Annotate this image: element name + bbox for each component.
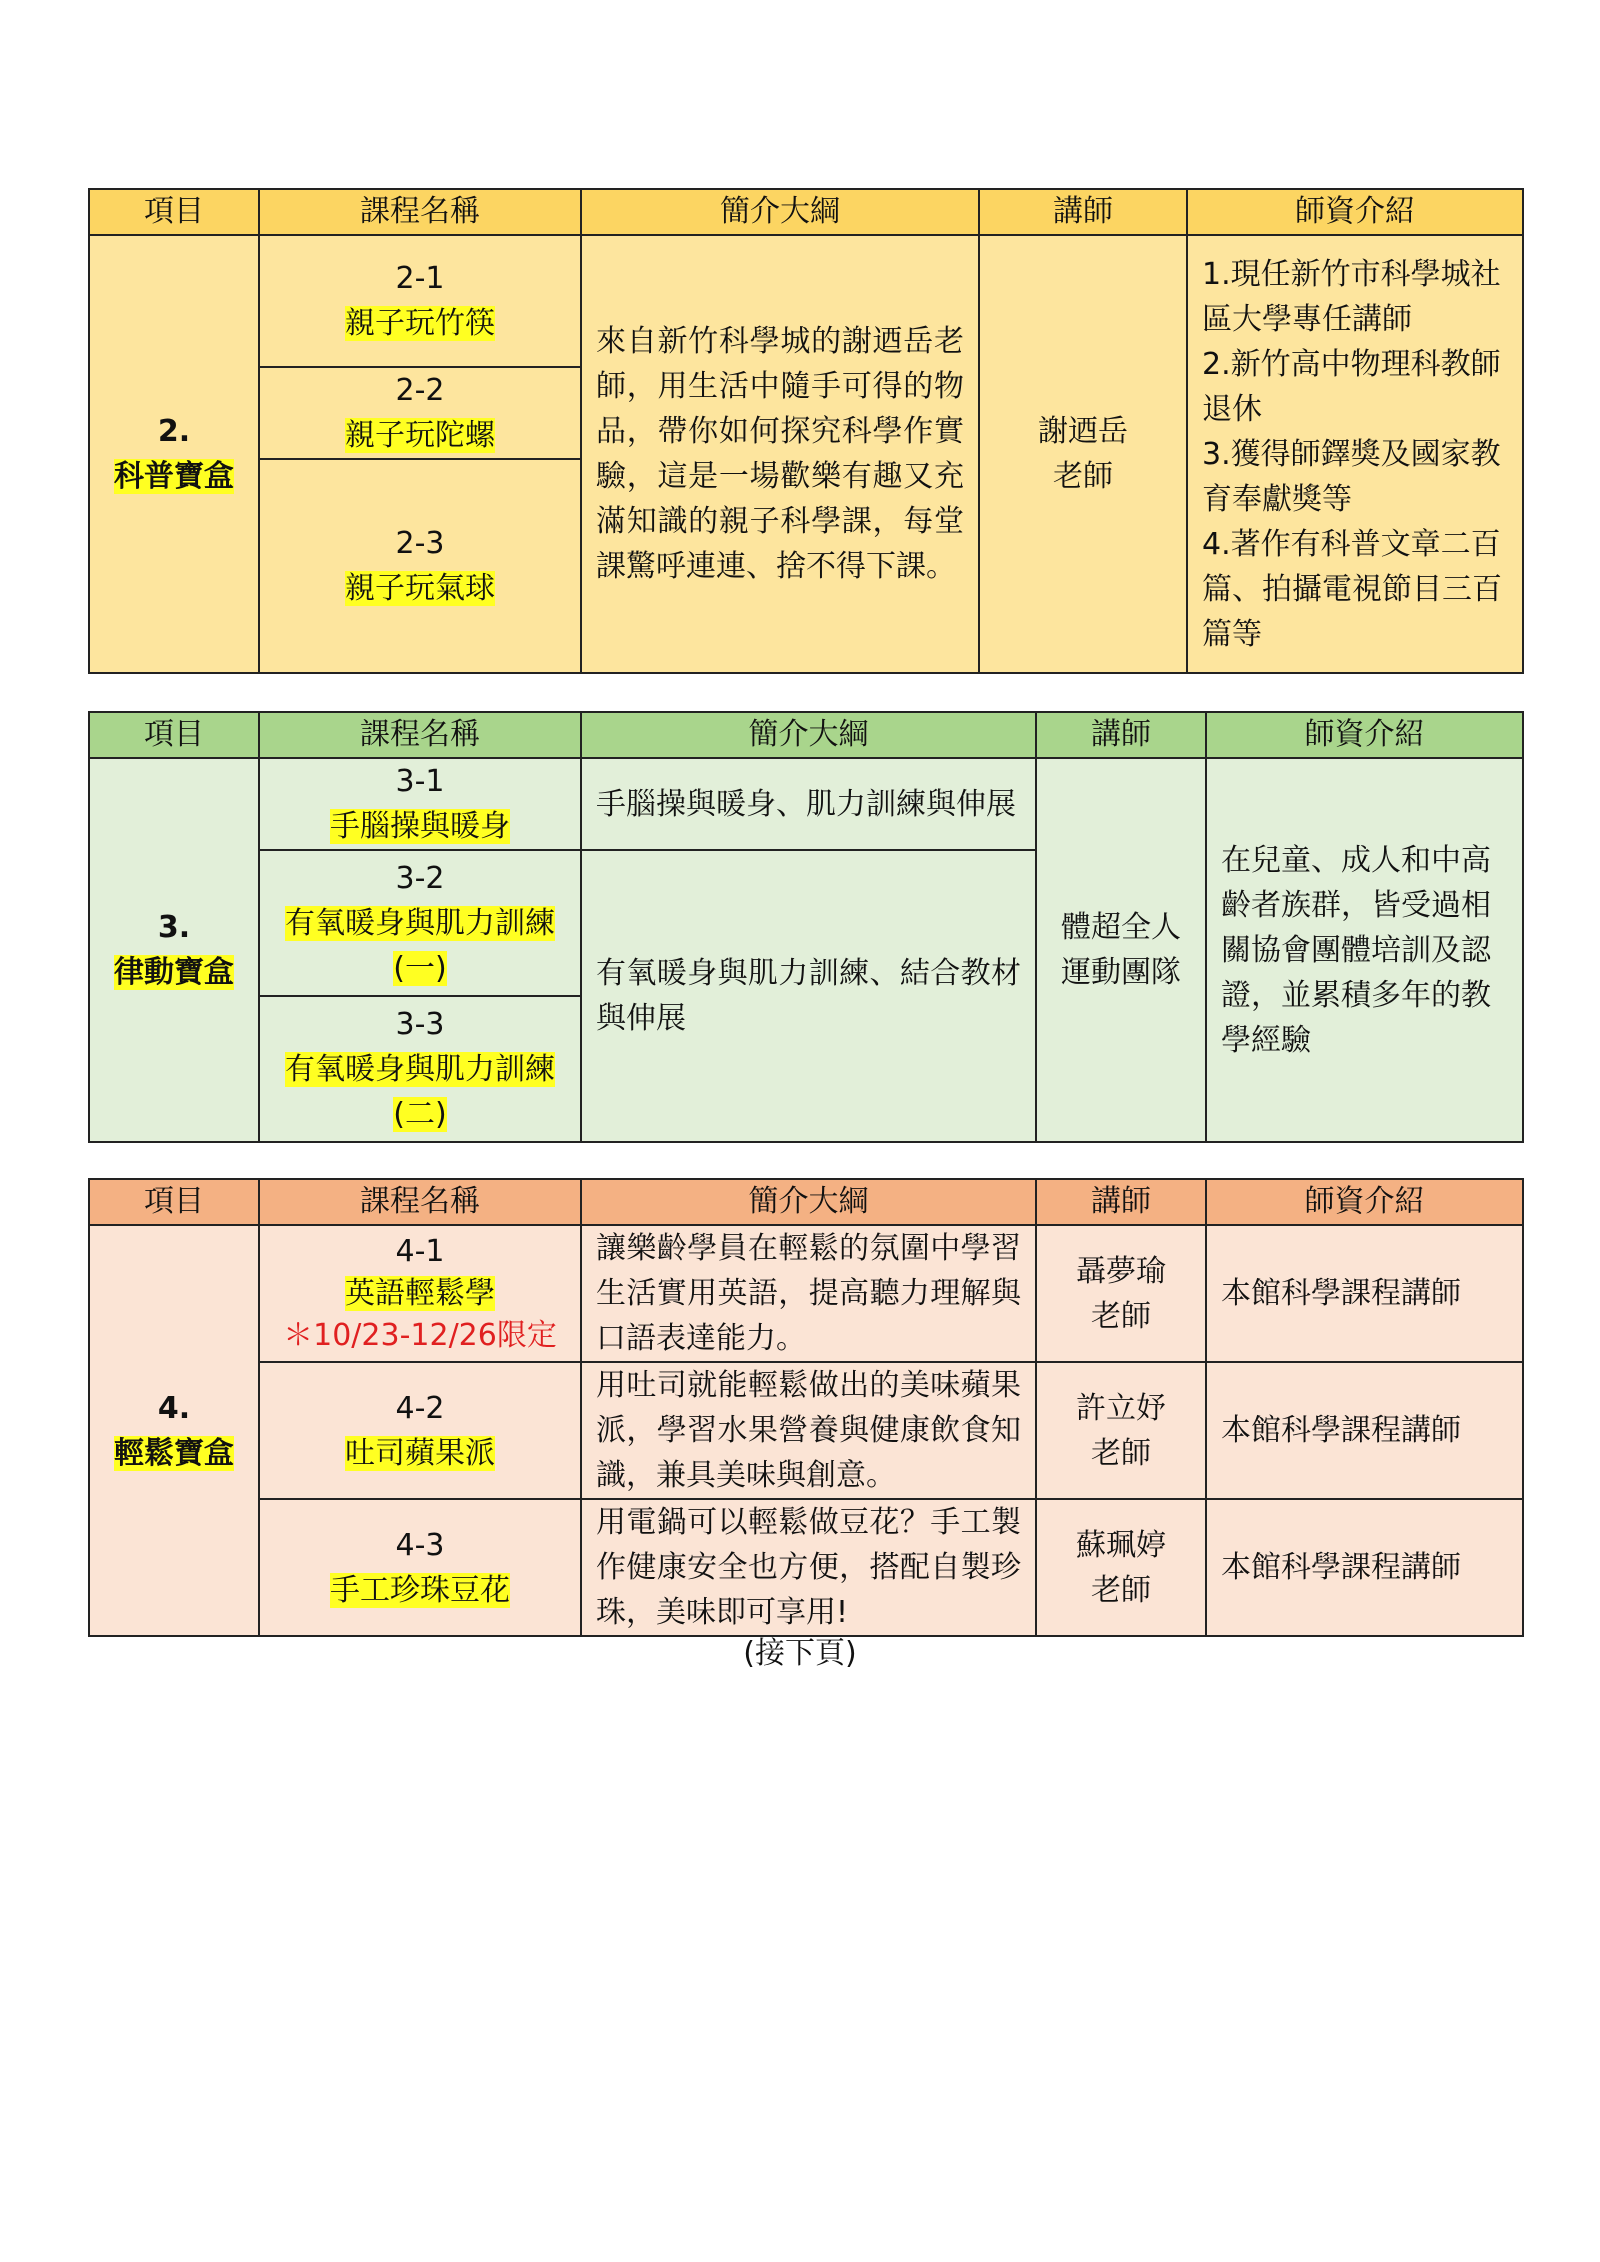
- category-name: 輕鬆寶盒: [114, 1435, 234, 1471]
- teacher-name: 蘇珮婷: [1076, 1527, 1166, 1563]
- header-teacher: 講師: [979, 189, 1187, 235]
- course-title: 親子玩竹筷: [345, 306, 495, 341]
- category-name: 科普寶盒: [114, 459, 234, 494]
- table-rhythm-box: [88, 711, 1524, 1143]
- header-item: 項目: [89, 189, 259, 235]
- teacher-cell: [1036, 1225, 1206, 1362]
- course-code: 4-1: [395, 1233, 445, 1269]
- course-cell: [259, 459, 581, 673]
- course-title: 手腦操與暖身: [330, 809, 510, 844]
- course-title: 有氧暖身與肌力訓練(一): [285, 905, 555, 986]
- header-outline: 簡介大綱: [581, 712, 1036, 758]
- teacher-name: 聶夢瑜: [1076, 1253, 1166, 1289]
- course-note: ＊10/23-12/26限定: [283, 1317, 557, 1353]
- course-cell: [259, 235, 581, 367]
- header-row: [89, 1179, 1523, 1225]
- bio-cell: 1.現任新竹市科學城社區大學專任講師 2.新竹高中物理科教師退休 3.獲得師鐸獎及國家教育奉獻獎等 4.著作有科普文章二百篇、拍攝電視節目三百篇等: [1187, 235, 1523, 673]
- header-teacher: 講師: [1036, 712, 1206, 758]
- header-bio: 師資介紹: [1187, 189, 1523, 235]
- course-title: 親子玩陀螺: [345, 418, 495, 453]
- bio-cell: 本館科學課程講師: [1206, 1225, 1523, 1362]
- outline-cell: 手腦操與暖身、肌力訓練與伸展: [581, 758, 1036, 850]
- course-cell: [259, 996, 581, 1142]
- teacher-title: 老師: [1053, 459, 1113, 494]
- bio-cell: 本館科學課程講師: [1206, 1362, 1523, 1499]
- header-row: [89, 712, 1523, 758]
- header-course: 課程名稱: [259, 1179, 581, 1225]
- header-course: 課程名稱: [259, 189, 581, 235]
- bio-cell: 在兒童、成人和中高齡者族群，皆受過相關協會團體培訓及認證，並累積多年的教學經驗: [1206, 758, 1523, 1142]
- course-title: 吐司蘋果派: [345, 1435, 495, 1471]
- course-code: 3-1: [395, 764, 445, 799]
- teacher-title: 老師: [1091, 1572, 1151, 1608]
- course-cell: [259, 1225, 581, 1362]
- category-number: 2.: [157, 414, 191, 449]
- outline-cell: 有氧暖身與肌力訓練、結合教材與伸展: [581, 850, 1036, 1142]
- course-code: 4-3: [395, 1527, 445, 1563]
- category-number: 4.: [157, 1390, 191, 1426]
- outline-cell: 讓樂齡學員在輕鬆的氛圍中學習生活實用英語，提高聽力理解與口語表達能力。: [581, 1225, 1036, 1362]
- teacher-title: 老師: [1091, 1435, 1151, 1471]
- course-cell: [259, 1499, 581, 1636]
- outline-cell: 來自新竹科學城的謝迺岳老師，用生活中隨手可得的物品，帶你如何探究科學作實驗，這是一場歡樂有趣又充滿知識的親子科學課，每堂課驚呼連連、捨不得下課。: [581, 235, 979, 673]
- outline-cell: 用電鍋可以輕鬆做豆花？手工製作健康安全也方便，搭配自製珍珠，美味即可享用!: [581, 1499, 1036, 1636]
- header-bio: 師資介紹: [1206, 1179, 1523, 1225]
- continued-note: (接下頁): [743, 1636, 857, 1671]
- table-row: [89, 1362, 1523, 1499]
- course-title: 有氧暖身與肌力訓練(二): [285, 1051, 555, 1132]
- header-item: 項目: [89, 1179, 259, 1225]
- table-row: [89, 235, 1523, 367]
- teacher-title: 老師: [1091, 1298, 1151, 1334]
- outline-cell: 用吐司就能輕鬆做出的美味蘋果派，學習水果營養與健康飲食知識，兼具美味與創意。: [581, 1362, 1036, 1499]
- table-science-box: [88, 188, 1524, 674]
- course-code: 2-2: [395, 373, 445, 408]
- course-cell: [259, 367, 581, 459]
- course-cell: [259, 1362, 581, 1499]
- table-row: [89, 1499, 1523, 1636]
- course-code: 2-3: [395, 526, 445, 561]
- table-row: [89, 1225, 1523, 1362]
- header-item: 項目: [89, 712, 259, 758]
- category-name: 律動寶盒: [114, 955, 234, 990]
- teacher-cell: [1036, 1499, 1206, 1636]
- teacher-cell: 體超全人運動團隊: [1036, 758, 1206, 1142]
- category-cell: [89, 1225, 259, 1636]
- course-cell: [259, 850, 581, 996]
- category-number: 3.: [157, 910, 191, 945]
- header-bio: 師資介紹: [1206, 712, 1523, 758]
- course-code: 2-1: [395, 261, 445, 296]
- table-relax-box: [88, 1178, 1524, 1637]
- header-course: 課程名稱: [259, 712, 581, 758]
- course-cell: [259, 758, 581, 850]
- course-code: 4-2: [395, 1390, 445, 1426]
- category-cell: [89, 235, 259, 673]
- header-row: [89, 189, 1523, 235]
- category-cell: [89, 758, 259, 1142]
- teacher-name: 謝迺岳: [1038, 414, 1128, 449]
- course-code: 3-3: [395, 1006, 445, 1042]
- teacher-name: 許立妤: [1076, 1390, 1166, 1426]
- course-code: 3-2: [395, 860, 445, 896]
- header-outline: 簡介大綱: [581, 1179, 1036, 1225]
- header-teacher: 講師: [1036, 1179, 1206, 1225]
- bio-cell: 本館科學課程講師: [1206, 1499, 1523, 1636]
- course-title: 親子玩氣球: [345, 571, 495, 606]
- teacher-cell: [1036, 1362, 1206, 1499]
- header-outline: 簡介大綱: [581, 189, 979, 235]
- course-title: 手工珍珠豆花: [330, 1572, 510, 1608]
- table-row: [89, 758, 1523, 850]
- teacher-cell: [979, 235, 1187, 673]
- course-title: 英語輕鬆學: [345, 1275, 495, 1311]
